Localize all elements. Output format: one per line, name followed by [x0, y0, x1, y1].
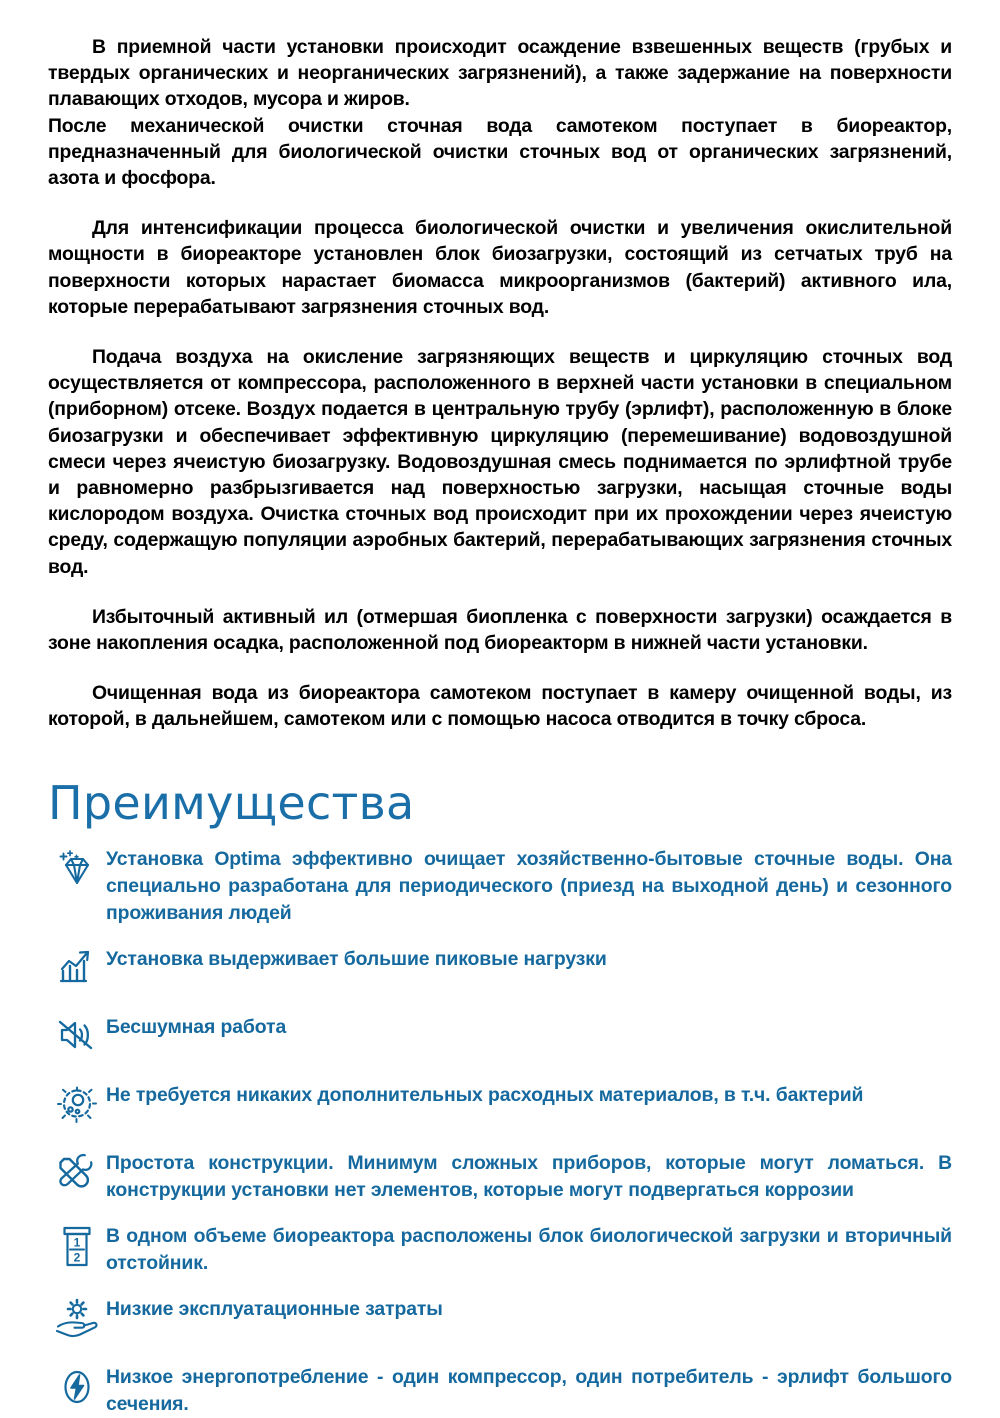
growth-chart-icon	[48, 945, 106, 995]
diamond-icon	[48, 845, 106, 895]
paragraph-6: Очищенная вода из биореактора самотеком поступает в камеру очищенной воды, из которой, в дальнейшем, самотеком или с помощью насоса отводится в точку сброса.	[48, 682, 952, 731]
advantage-text: Низкие эксплуатационные затраты	[106, 1297, 443, 1320]
tank-two-chambers-icon	[48, 1222, 106, 1272]
paragraph-spacer	[48, 656, 952, 680]
tools-icon	[48, 1149, 106, 1199]
advantage-text: Бесшумная работа	[106, 1015, 287, 1038]
advantage-item	[48, 945, 952, 995]
paragraph-5: Избыточный активный ил (отмершая биопленка с поверхности загрузки) осаждается в зоне накопления осадка, расположенной под биореакторм в нижней части установки.	[48, 605, 952, 655]
body-text-section	[48, 34, 952, 733]
advantage-text: Установка Optima эффективно очищает хозяйственно-бытовые сточные воды. Она специально разработана для периодического (приезд на выходной день) и сезонного проживания людей	[106, 847, 952, 924]
advantage-item	[48, 845, 952, 927]
advantage-text: В одном объеме биореактора расположены блок биологической загрузки и вторичный отстойник.	[106, 1224, 952, 1274]
speaker-mute-icon	[48, 1013, 106, 1063]
advantage-item	[48, 1081, 952, 1131]
gear-in-hand-icon	[48, 1295, 106, 1345]
microbe-icon	[48, 1081, 106, 1131]
advantage-item	[48, 1149, 952, 1204]
advantage-text: Простота конструкции. Минимум сложных приборов, которые могут ломаться. В конструкции установки нет элементов, которые могут подвергаться коррозии	[106, 1151, 952, 1201]
advantage-text: Установка выдерживает большие пиковые нагрузки	[106, 947, 607, 970]
paragraph-spacer	[48, 320, 952, 344]
paragraph-2: После механической очистки сточная вода самотеком поступает в биореактор, предназначенный для биологической очистки сточных вод от органических загрязнений, азота и фосфора.	[48, 114, 952, 190]
advantage-text: Низкое энергопотребление - один компрессор, один потребитель - эрлифт большого сечения.	[106, 1365, 952, 1415]
paragraph-4: Подача воздуха на окисление загрязняющих веществ и циркуляцию сточных вод осуществляется от компрессора, расположенного в верхней части установки в специальном (приборном) отсеке. Воздух подается в центральную трубу (эрлифт), расположенную в блоке биозагрузки и обеспечивает эффективную циркуляцию (перемешивание) водовоздушной смеси через ячеистую биозагрузку. Водовоздушная смесь поднимается по эрлифтной трубе и равномерно разбрызгивается над поверхностью загрузки, насыщая сточные воды кислородом воздуха. Очистка сточных вод происходит при их прохождении через ячеистую среду, содержащую популяции аэробных бактерий, перерабатывающих загрязнения сточных вод.	[48, 346, 952, 578]
advantage-item	[48, 1363, 952, 1418]
paragraph-spacer	[48, 580, 952, 604]
advantage-item	[48, 1222, 952, 1277]
advantage-item	[48, 1295, 952, 1345]
paragraph-1: В приемной части установки происходит осаждение взвешенных веществ (грубых и твердых органических и неорганических загрязнений), а также задержание на поверхности плавающих отходов, мусора и жиров.	[48, 36, 952, 111]
paragraph-spacer	[48, 191, 952, 215]
lightning-bolt-icon	[48, 1363, 106, 1413]
advantage-text: Не требуется никаких дополнительных расходных материалов, в т.ч. бактерий	[106, 1083, 864, 1106]
paragraph-3: Для интенсификации процесса биологической очистки и увеличения окислительной мощности в биореакторе установлен блок биозагрузки, состоящий из сетчатых труб на поверхности которых нарастает биомасса микроорганизмов (бактерий) активного ила, которые перерабатывают загрязнения сточных вод.	[48, 217, 952, 318]
tank-label-bottom: 2	[73, 1250, 81, 1265]
advantages-heading: Преимущества	[48, 775, 415, 830]
advantage-item	[48, 1013, 952, 1063]
tank-label-top: 1	[73, 1235, 81, 1250]
advantages-list	[48, 845, 952, 1418]
